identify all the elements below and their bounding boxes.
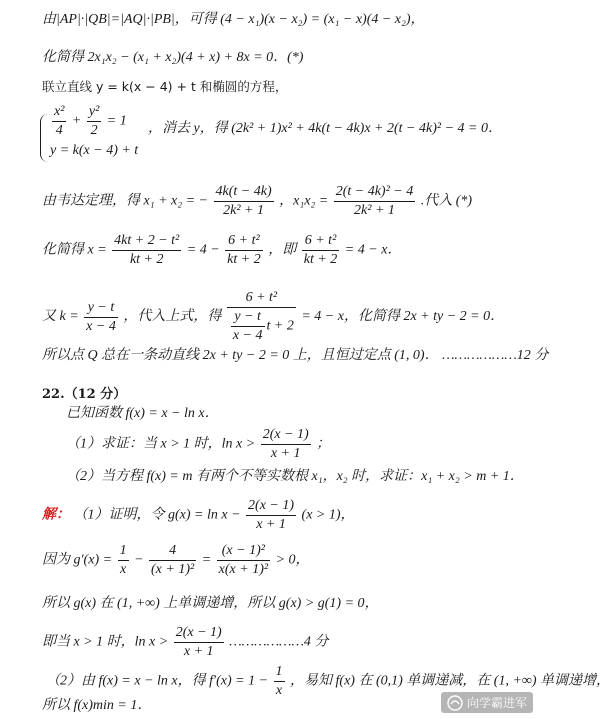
q22-given: 已知函数 f(x) = x − ln x． <box>66 406 219 421</box>
line-simplify-star: 化简得 2x₁x₂ − (x₁ + x₂)(4 + x) + 8x = 0．(*) <box>42 50 304 65</box>
line-fmin: 所以 f(x)min = 1． <box>42 698 152 713</box>
line-part2: （2）由 f(x) = x − ln x，得 f′(x) = 1 − $\frac{1}{x}$ ，易知 f(x) 在 (0,1) 单调递减，在 (1, +∞) 单调递增， <box>46 664 610 698</box>
line-ap-qb: 由|AP|·|QB|=|AQ|·|PB|，可得 (4 − x₁)(x − x₂) = (x₁ − x)(4 − x₂)， <box>42 12 425 27</box>
line-k-substitute: 又 k = $\frac{y - t}{x - 4}$ ，代入上式，得 6 + t² $\frac{y - t}{x - 4}$ t + 2 = 4 − x，化简得 2x + ty − 2 = 0． <box>42 290 505 343</box>
q22-title: 22.（12 分） <box>42 387 127 402</box>
line-inequality: 即当 x > 1 时，ln x > $\frac{2(x - 1)}{x + 1}$ ………………4 分 <box>42 625 329 659</box>
system-eq1: $\frac{\text{x²}}{4}$ + $\frac{\text{y²}}{2}$ = 1 <box>54 104 127 138</box>
watermark-text: 向学霸进军 <box>466 696 527 710</box>
q22-part1: （1）求证：当 x > 1 时，ln x > $\frac{2(x - 1)}{x + 1}$ ； <box>66 427 331 461</box>
line-derivative: 因为 g′(x) = $\frac{1}{x}$ − $\frac{4}{\text{(x + 1)²}}$ = $\frac{\text{(x − 1)²}}{\text{x(x + 1)²}}$ > 0， <box>42 543 310 577</box>
watermark <box>441 692 533 713</box>
solution-part1: 解： （1）证明，令 g(x) = ln x − $\frac{2(x - 1)}{x + 1}$ (x > 1)， <box>42 498 355 532</box>
line-simplify-x: 化简得 x = $\frac{\text{4kt + 2 − t²}}{kt + 2}$ = 4 − $\frac{\text{6 + t²}}{kt + 2}$ ，即 $\frac{\text{6 + t²}}{kt + 2}$ = 4 − x． <box>42 233 402 267</box>
system-result: ，消去 y，得 (2k² + 1)x² + 4k(t − 4k)x + 2(t − 4k)² − 4 = 0． <box>148 121 502 136</box>
wechat-channel-icon <box>447 695 463 711</box>
line-monotonic: 所以 g(x) 在 (1, +∞) 上单调递增，所以 g(x) > g(1) = 0， <box>42 596 379 611</box>
line-combine: 联立直线 y = k(x − 4) + t 和椭圆的方程， <box>42 79 288 94</box>
q22-part2: （2）当方程 f(x) = m 有两个不等实数根 x₁，x₂ 时，求证：x₁ + x₂ > m + 1． <box>66 469 524 484</box>
solution-label: 解： <box>42 507 70 523</box>
line-conclusion: 所以点 Q 总在一条动直线 2x + ty − 2 = 0 上，且恒过定点 (1, 0)． ………………12 分 <box>42 348 549 363</box>
line-vieta: 由韦达定理，得 x₁ + x₂ = − $\frac{4k(t - 4k)}{\text{2k² + 1}}$ ，x₁x₂ = $\frac{\text{2(t − 4k)² − 4}}{\text{2k² + 1}}$ .代入 (*) <box>42 184 473 218</box>
system-eq2: y = k(x − 4) + t <box>50 143 139 158</box>
